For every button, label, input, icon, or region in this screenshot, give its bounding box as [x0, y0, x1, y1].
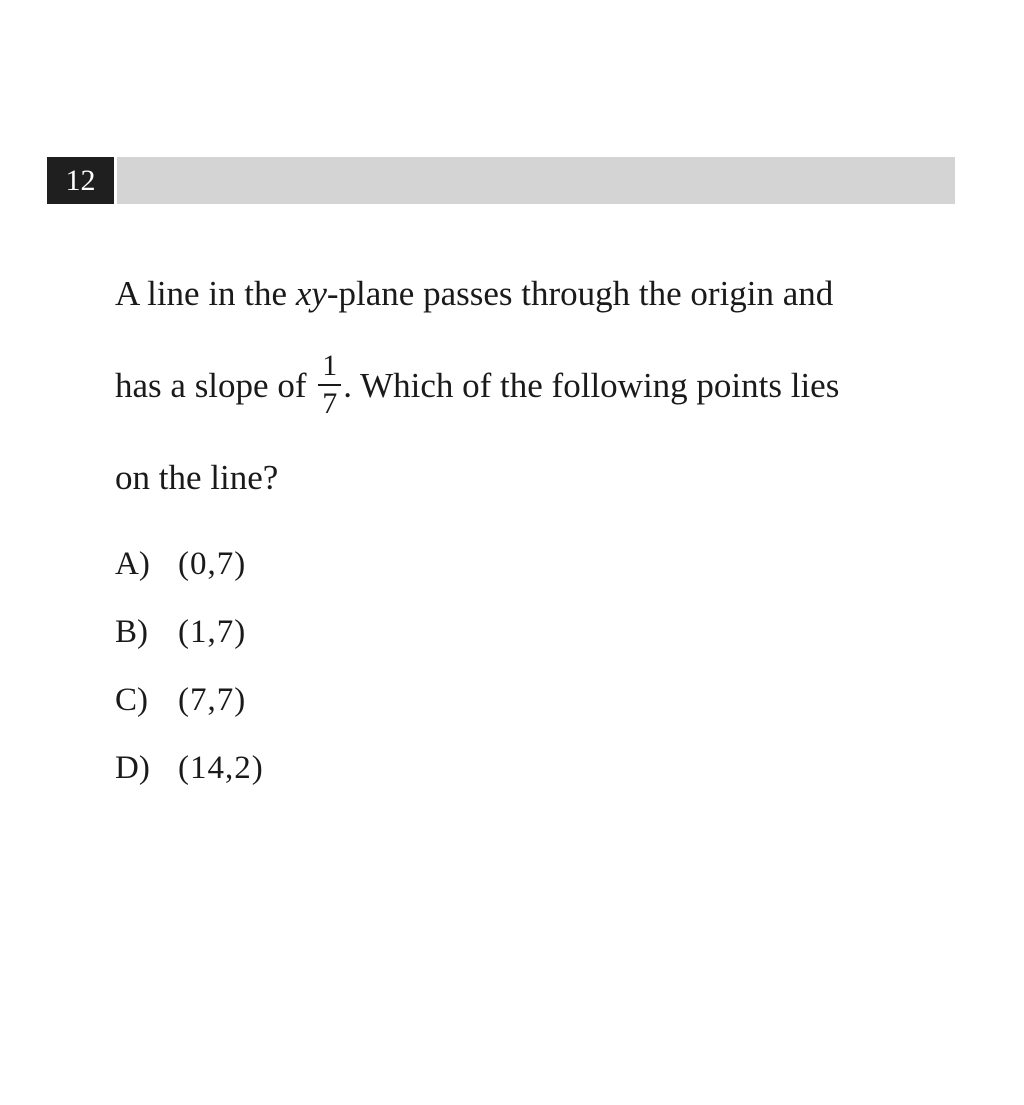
- question-stem-line-3: on the line?: [115, 458, 279, 497]
- question-header-bar: [117, 157, 955, 204]
- question-stem-line-2: [115, 340, 945, 432]
- choice-letter: C): [115, 682, 148, 718]
- fraction-denominator: 7: [322, 386, 338, 420]
- choice-value: (0,7): [178, 546, 247, 582]
- answer-choice-b[interactable]: [115, 604, 264, 672]
- question-number: 12: [47, 157, 114, 204]
- question-header: [47, 157, 955, 204]
- choice-value: (7,7): [178, 682, 247, 718]
- fraction-numerator: 1: [318, 351, 341, 386]
- stem-text: -plane passes through the origin and: [326, 274, 834, 313]
- choice-letter: D): [115, 750, 150, 786]
- stem-text: . Which of the following points lies: [343, 366, 840, 405]
- question-stem: [115, 248, 945, 524]
- choice-letter: B): [115, 614, 148, 650]
- choice-letter: A): [115, 546, 150, 582]
- answer-choice-a[interactable]: [115, 536, 264, 604]
- question-stem-line-1: [115, 248, 945, 340]
- choice-value: (1,7): [178, 614, 247, 650]
- answer-choice-d[interactable]: [115, 740, 264, 808]
- answer-choice-c[interactable]: [115, 672, 264, 740]
- stem-variable: xy: [295, 274, 327, 313]
- stem-text: has a slope of: [115, 366, 316, 405]
- answer-choices: [115, 536, 264, 808]
- slope-fraction: [318, 348, 341, 420]
- stem-text: A line in the: [115, 274, 296, 313]
- choice-value: (14,2): [178, 750, 264, 786]
